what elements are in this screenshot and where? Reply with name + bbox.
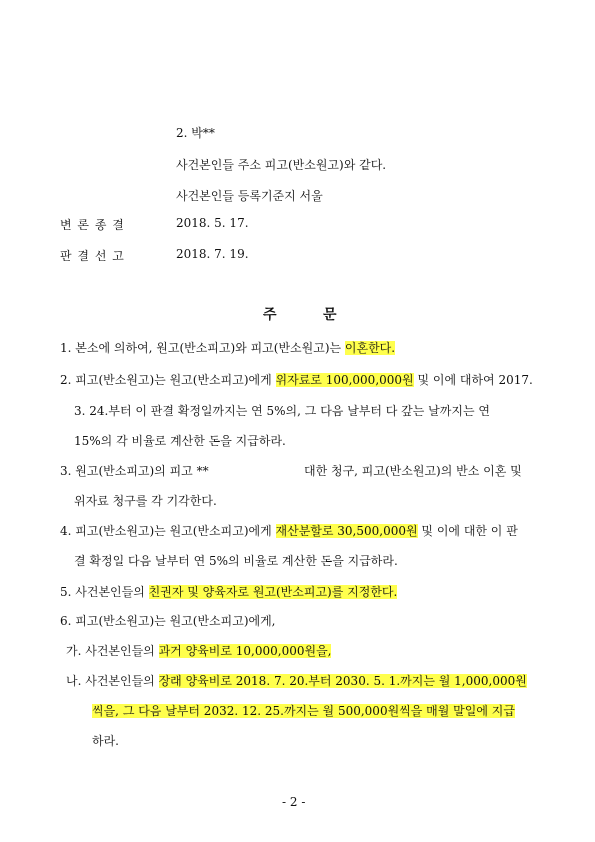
registry-line: 사건본인들 등록기준지 서울: [176, 189, 323, 203]
order-2-line-2: 3. 24.부터 이 판결 확정일까지는 연 5%의, 그 다음 날부터 다 갚는 날까지는 연: [74, 404, 490, 418]
highlight: 친권자 및 양육자로 원고(반소피고)를 지정한다.: [148, 585, 398, 599]
highlight: 이혼한다.: [344, 341, 396, 355]
order-3-line-2: 위자료 청구를 각 기각한다.: [74, 494, 217, 508]
order-4: 4. 피고(반소원고)는 원고(반소피고)에게 재산분할로 30,500,000원 및 이에 대한 이 판: [60, 524, 518, 538]
order-5: 5. 사건본인들의 친권자 및 양육자로 원고(반소피고)를 지정한다.: [60, 585, 398, 599]
section-title-right: 문: [323, 307, 337, 323]
order-1: 1. 본소에 의하여, 원고(반소피고)와 피고(반소원고)는 이혼한다.: [60, 341, 396, 355]
judgment-label: 판 결 선 고: [60, 249, 125, 263]
page-number: - 2 -: [282, 795, 306, 809]
order-6: 6. 피고(반소원고)는 원고(반소피고)에게,: [60, 614, 276, 628]
order-3-cont: 대한 청구, 피고(반소원고)의 반소 이혼 및: [304, 464, 522, 478]
section-title-left: 주: [263, 307, 277, 323]
order-2-line-3: 15%의 각 비율로 계산한 돈을 지급하라.: [74, 434, 286, 448]
order-2: 2. 피고(반소원고)는 원고(반소피고)에게 위자료로 100,000,000원 및 이에 대하여 2017.: [60, 373, 533, 387]
highlight: 과거 양육비로 10,000,000원을,: [158, 644, 332, 658]
party-line: 2. 박**: [176, 126, 215, 140]
order-4-line-2: 결 확정일 다음 날부터 연 5%의 비율로 계산한 돈을 지급하라.: [74, 554, 398, 568]
order-6-b-line-3: 하라.: [92, 734, 119, 748]
order-6-b-line-2: [92, 702, 515, 719]
highlight: 씩을, 그 다음 날부터 2032. 12. 25.까지는 월 500,000원씩을 매월 말일에 지급: [92, 704, 515, 718]
order-6-b: 나. 사건본인들의 장래 양육비로 2018. 7. 20.부터 2030. 5. 1.까지는 월 1,000,000원: [66, 674, 527, 688]
highlight: 장래 양육비로 2018. 7. 20.부터 2030. 5. 1.까지는 월 1,000,000원: [158, 674, 527, 688]
closing-date: 2018. 5. 17.: [176, 216, 249, 230]
order-6-a: 가. 사건본인들의 과거 양육비로 10,000,000원을,: [66, 644, 332, 658]
closing-label: 변 론 종 결: [60, 218, 125, 232]
judgment-date: 2018. 7. 19.: [176, 247, 249, 261]
order-3: 3. 원고(반소피고)의 피고 **: [60, 464, 209, 478]
highlight: 재산분할로 30,500,000원: [275, 524, 418, 538]
highlight: 위자료로 100,000,000원: [275, 373, 414, 387]
address-line: 사건본인들 주소 피고(반소원고)와 같다.: [176, 158, 387, 172]
